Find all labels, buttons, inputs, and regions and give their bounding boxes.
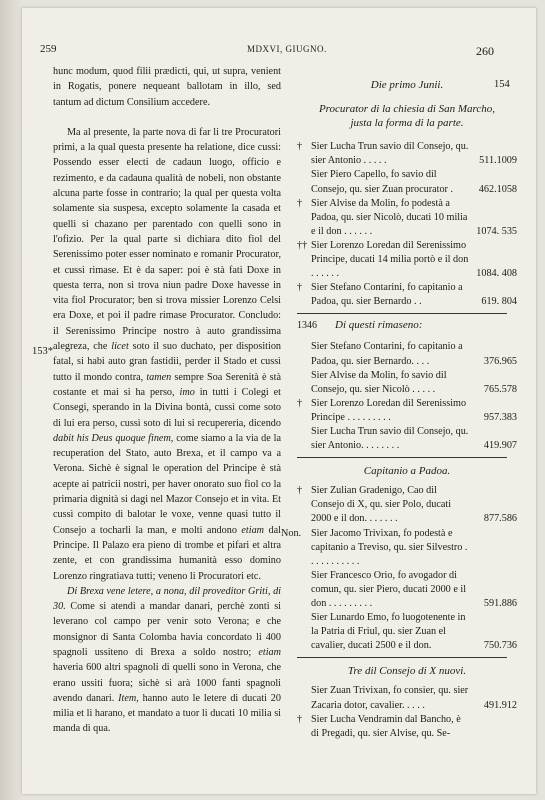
vote-list-capitanio [281, 484, 517, 653]
vote-count: 419.907 [483, 440, 517, 452]
entry-mark: † [297, 141, 303, 153]
section-title-procurator: Procurator di la chiesia di San Marcho, [318, 103, 496, 116]
right-side-number: 154 [494, 79, 510, 90]
entry-name: Sier Jacomo Trivixan, fo podestà e capitanio a Treviso, qu. sier Silvestro . . . . . . . . . . . [311, 527, 468, 567]
entry-name: Sier Zuan Trivixan, fo consier, qu. sier Zacaria dotor, cavalier. . . . . [311, 685, 469, 711]
vote-count: 765.578 [483, 383, 517, 395]
page-edge-shadow [0, 0, 22, 800]
left-page-number: 259 [40, 43, 57, 55]
vote-count: 511.1009 [479, 155, 517, 167]
entry-name: Sier Lucha Vendramin dal Bancho, è di Pregadi, qu. sier Alvise, qu. Se- [311, 713, 461, 739]
paragraph-3: Di Brexa vene letere, a nona, dil proveditor Griti, di 30. Come si atendi a mandar danari, perchè zonti si leverano col campo per venir soto Verona; e che monsignor di Santa Colomba havia concordato li 400 spagnoli ussiteno di Brexa a soldo nostro; etiam haveria 600 altri spagnoli di quelli sono in Verona, che erano ussiti fuora; sichè si arà 1000 fanti spagnoli avendo danari. Item, hanno auto le letere di ducati 20 milia et li harano, et mandato a tuor li ducati 10 milia si manda di qua. [53, 585, 281, 735]
section-title-rimaseno: Di questi rimaseno: [335, 319, 423, 332]
vote-entry [297, 369, 517, 397]
entry-mark: † [297, 713, 303, 725]
vote-count: 591.886 [483, 598, 517, 609]
vote-count: 462.1058 [478, 183, 517, 195]
entry-name: Sier Lunardo Emo, fo luogotenente in la Patria di Friul, qu. sier Zuan el cavalier, ducati 2500 e il don. [311, 612, 466, 652]
vote-entry [297, 239, 517, 281]
vote-entry [297, 168, 517, 196]
vote-entry [297, 397, 517, 425]
section-title-capitanio: Capitanio a Padoa. [363, 465, 451, 478]
vote-list-rimaseno [297, 340, 517, 453]
entry-mark: † [297, 282, 303, 294]
entry-name: Sier Stefano Contarini, fo capitanio a Padoa, qu. sier Bernardo . . [311, 282, 463, 308]
entry-name: Sier Piero Capello, fo savio dil Consejo, qu. sier Zuan procurator . [311, 169, 454, 195]
vote-list-procurator [297, 140, 517, 309]
vote-entry [297, 140, 517, 168]
vote-count: 1074. 535 [476, 225, 517, 237]
entry-mark: † [297, 485, 303, 497]
margin-folio-number: 153* [32, 346, 53, 357]
vote-entry [297, 197, 517, 239]
entry-name: Sier Alvise da Molin, fo podestà a Padoa, qu. sier Nicolò, ducati 10 milia e il don . . . . . . [311, 197, 468, 237]
vote-entry [297, 684, 517, 712]
vote-entry [297, 569, 517, 611]
entry-name: Sier Lorenzo Loredan dil Serenissimo Principe, ducati 14 milia portò e il don . . . . . . [311, 239, 469, 280]
year-marker: 1346 [297, 320, 317, 332]
entry-name: Sier Stefano Contarini, fo capitanio a Padoa, qu. sier Bernardo. . . . [311, 341, 463, 367]
vote-entry [281, 527, 517, 569]
running-header: MDXVI, GIUGNO. [247, 44, 327, 54]
vote-entry [297, 281, 517, 309]
paragraph-1: hunc modum, quod filii prædicti, qui, ut supra, venient in Rogatis, ponere nequeant ballotam in illo, sed tantum ad dictum Consilium accedere. [53, 66, 281, 108]
entry-name: Sier Zulian Gradenigo, Cao dil Consejo di X, qu. sier Polo, ducati 2000 e il don. . . . . . . [311, 485, 452, 525]
section-subtitle-procurator: justa la forma di la parte. [350, 117, 464, 130]
vote-entry [297, 713, 517, 741]
vote-entry [297, 611, 517, 653]
paragraph-2: Ma al presente, la parte nova di far li tre Procuratori primi, a la qual questa presente ha relatione, dice cussì: Possendo esser electi de cadaun luogo, officio e rezimento, e da cadauna qualità de nobeli, non obstante alcuna parte fosse in contrario; la qual per questa volta solamente sia suspesa, excepto solamente la casada et quelli si chazano per parentado con quelli sono in l'ofizio. Per la qual parte si dichiara dito fiol del Serenissimo poter esser nominato e romanir Procurator, et cussì rimase. Et è da saper: poi è stà fati Doxe in questa terra, non si trova niun padre Doxe havesse in vita fiol Procurator; ben si trova missier Lorenzo Celsi era Doxe, et poi il padre rimase Procurator. Concludo: il Serenissimo Principe nostro à auto grandissima alegreza, che licet soto il suo duchato, per disposition fatal, si habi auto gran fastidii, perder il Stado et cussì tutto il mondo contra, tamen sempre Soa Serenità è stà costante et mai si ha perso, imo in tutti i Colegi et Consegi, sperando in la Divina bontà, cussì come soto di lui era perso, cussì soto di lui si recupereria, dicendo dabit his Deus quoque finem, come siamo a la via de la recuperation del Stato, auto Brexa, et il campo va a Verona. Sichè è signal le operation del Principe è stà acepte ai patricii nostri, per haver onorato suo fiol co la primaria dignità si dagi nel Mazor Consejo et in vita. Et cussì compito di balotar le voxe, venne quasi tutto il Consejo a tocharli la man, e molti andono etiam dal Principe. Il Palazo era pieno di trombe et pifari et altra zente, et con grandissima humanità esso domino Lorenzo ringratiava tutti; veneno li Procuratori etc. [53, 126, 282, 582]
entry-mark: †† [297, 239, 308, 251]
entry-name: Sier Lucha Trun savio dil Consejo, qu. sier Antonio . . . . . [311, 141, 469, 167]
entry-mark: † [297, 197, 303, 209]
vote-count: 376.965 [483, 355, 517, 367]
vote-count: 491.912 [483, 699, 517, 711]
entry-name: Sier Alvise da Molin, fo savio dil Consejo, qu. sier Nicolò . . . . . [311, 369, 447, 395]
entry-name: Sier Lucha Trun savio dil Consejo, qu. sier Antonio. . . . . . . . [311, 425, 469, 452]
vote-count: 957.383 [483, 411, 517, 423]
vote-count: 619. 804 [481, 296, 517, 308]
vote-count: 877.586 [483, 513, 517, 525]
vote-count: 1084. 408 [476, 268, 517, 280]
right-page-number: 260 [476, 44, 494, 58]
section-title-date: Die primo Junii. [370, 79, 444, 91]
entry-mark: † [297, 397, 303, 409]
vote-entry [297, 425, 517, 453]
right-column [281, 78, 517, 741]
entry-mark: Non. [281, 527, 302, 539]
section-title-consejo: Tre dil Consejo di X nuovi. [347, 665, 467, 678]
vote-list-consejo [297, 684, 517, 740]
entry-name: Sier Lorenzo Loredan dil Serenissimo Principe . . . . . . . . . [311, 397, 467, 423]
vote-entry [297, 340, 517, 368]
left-column-text [53, 64, 281, 737]
entry-name: Sier Francesco Orio, fo avogador di comun, qu. sier Piero, ducati 2000 e il don . . . . . . . . . [311, 569, 467, 609]
vote-entry [297, 484, 517, 526]
vote-count: 750.736 [483, 640, 517, 652]
